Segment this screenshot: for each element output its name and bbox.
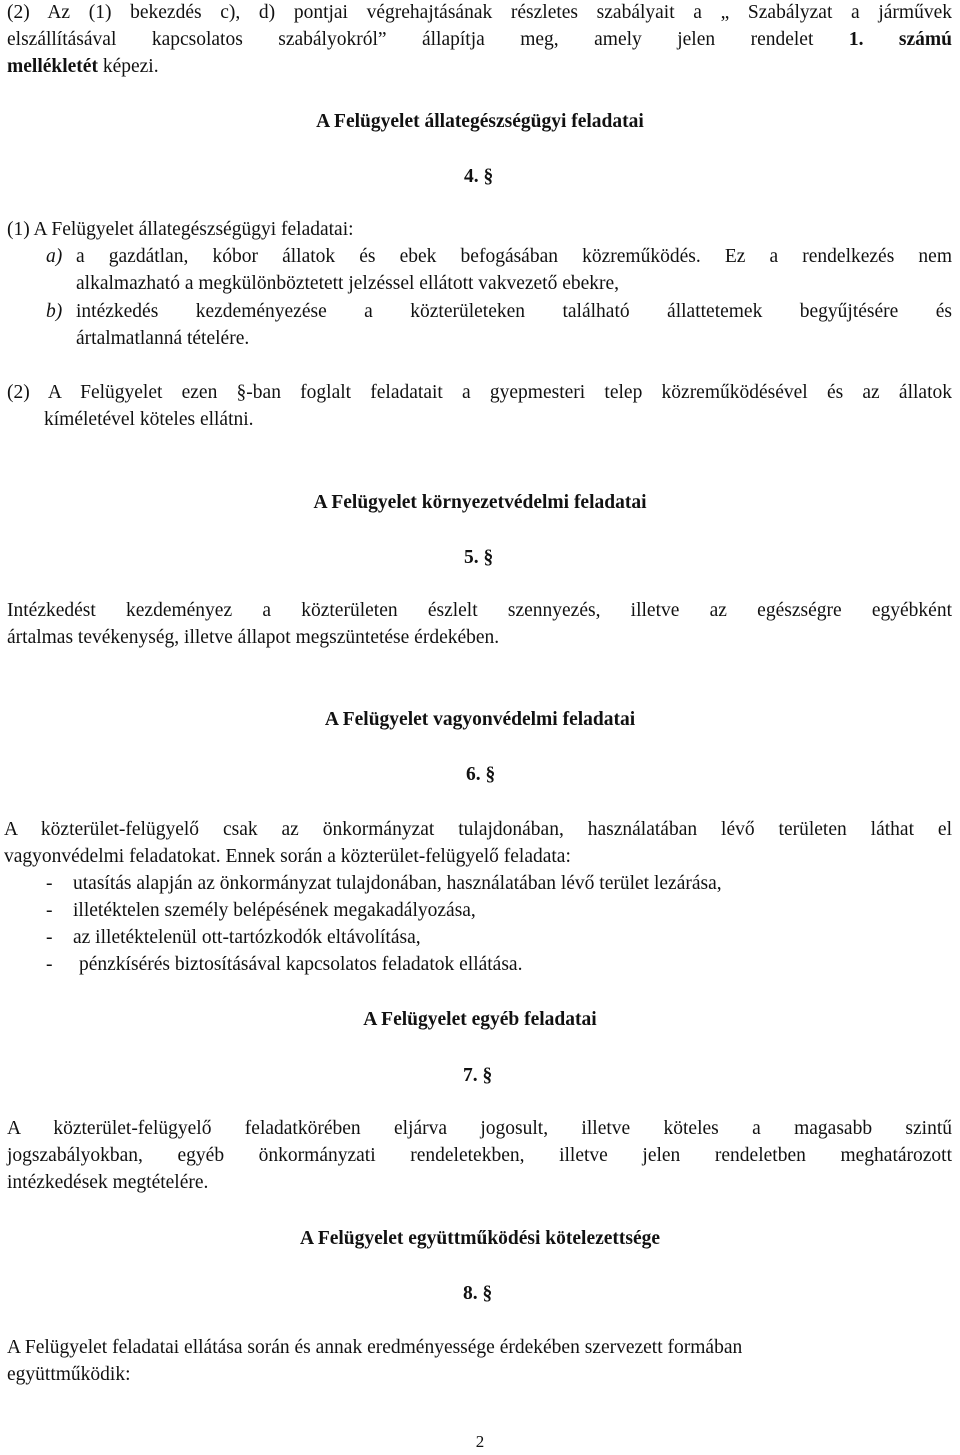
section-4-heading: A Felügyelet állategészségügyi feladatai — [316, 111, 644, 132]
section-5-heading: A Felügyelet környezetvédelmi feladatai — [313, 492, 647, 513]
section-5-paragraph — [7, 597, 952, 651]
section-7-line-2: jogszabályokban, egyéb önkormányzati rendeletekben, illetve jelen rendeletben meghatározott — [7, 1145, 952, 1166]
section-7-paragraph — [7, 1115, 952, 1196]
section-4-p1-label: (1) A Felügyelet állategészségügyi feladatai: — [7, 219, 354, 240]
list-item-text: az illetéktelenül ott-tartózkodók eltávolítása, — [73, 927, 421, 948]
section-4-a-line-2: alkalmazható a megkülönböztetett jelzéssel ellátott vakvezető ebekre, — [76, 273, 620, 294]
section-4-b-line-2: ártalmatlanná tételére. — [76, 328, 250, 349]
list-dash: - — [46, 900, 53, 921]
section-4-b-letter: b) — [46, 301, 63, 322]
section-5-number: 5. § — [464, 547, 494, 568]
section-6-paragraph — [4, 816, 952, 870]
list-item-text: pénzkísérés biztosításával kapcsolatos feladatok ellátása. — [79, 954, 523, 975]
section-7-line-3: intézkedések megtételére. — [7, 1172, 209, 1193]
section-4-a-letter: a) — [46, 246, 63, 267]
section-8-line-1: A Felügyelet feladatai ellátása során és annak eredményessége érdekében szervezett formában — [7, 1337, 743, 1358]
section-8-paragraph — [7, 1334, 952, 1388]
intro-line-2: elszállításával kapcsolatos szabályokról” állapítja meg, amely jelen rendelet 1. számú — [7, 29, 953, 50]
section-4-item-b — [76, 298, 952, 352]
intro-paragraph — [7, 0, 952, 80]
section-6-heading: A Felügyelet vagyonvédelmi feladatai — [324, 709, 636, 730]
list-dash: - — [46, 873, 53, 894]
section-4-p2-line-1: (2) A Felügyelet ezen §-ban foglalt feladatait a gyepmesteri telep közreműködésével és az állatok — [7, 382, 952, 403]
list-item-text: illetéktelen személy belépésének megakadályozása, — [73, 900, 476, 921]
list-item-text: utasítás alapján az önkormányzat tulajdonában, használatában lévő terület lezárása, — [73, 873, 722, 894]
intro-line-1: (2) Az (1) bekezdés c), d) pontjai végrehajtásának részletes szabályait a „ Szabályzat a járművek — [7, 2, 952, 23]
page-number: 2 — [475, 1432, 485, 1451]
list-dash: - — [46, 927, 53, 948]
section-4-p2-line-2: kíméletével köteles ellátni. — [44, 409, 254, 430]
section-5-line-2: ártalmas tevékenység, illetve állapot megszüntetése érdekében. — [7, 627, 500, 648]
section-7-heading: A Felügyelet egyéb feladatai — [363, 1009, 597, 1030]
section-8-number: 8. § — [463, 1283, 493, 1304]
intro-line-3: mellékletét képezi. — [7, 56, 159, 77]
section-8-heading: A Felügyelet együttműködési kötelezettsége — [299, 1228, 661, 1249]
section-6-line-1: A közterület-felügyelő csak az önkormányzat tulajdonában, használatában lévő területen láthat el — [4, 819, 952, 840]
section-4-p2 — [7, 379, 952, 433]
list-dash: - — [46, 954, 53, 975]
section-6-line-2: vagyonvédelmi feladatokat. Ennek során a közterület-felügyelő feladata: — [4, 846, 571, 867]
section-7-line-1: A közterület-felügyelő feladatkörében eljárva jogosult, illetve köteles a magasabb szintű — [7, 1118, 952, 1139]
section-8-line-2: együttműködik: — [7, 1364, 131, 1385]
section-4-number: 4. § — [464, 166, 494, 187]
section-6-number: 6. § — [466, 764, 496, 785]
section-4-item-a — [76, 243, 952, 297]
section-5-line-1: Intézkedést kezdeményez a közterületen észlelt szennyezés, illetve az egészségre egyébként — [7, 600, 952, 621]
section-7-number: 7. § — [463, 1065, 493, 1086]
section-4-a-line-1: a gazdátlan, kóbor állatok és ebek befogásában közreműködés. Ez a rendelkezés nem — [76, 246, 952, 267]
section-4-b-line-1: intézkedés kezdeményezése a közterületeken található állattetemek begyűjtésére és — [76, 301, 952, 322]
